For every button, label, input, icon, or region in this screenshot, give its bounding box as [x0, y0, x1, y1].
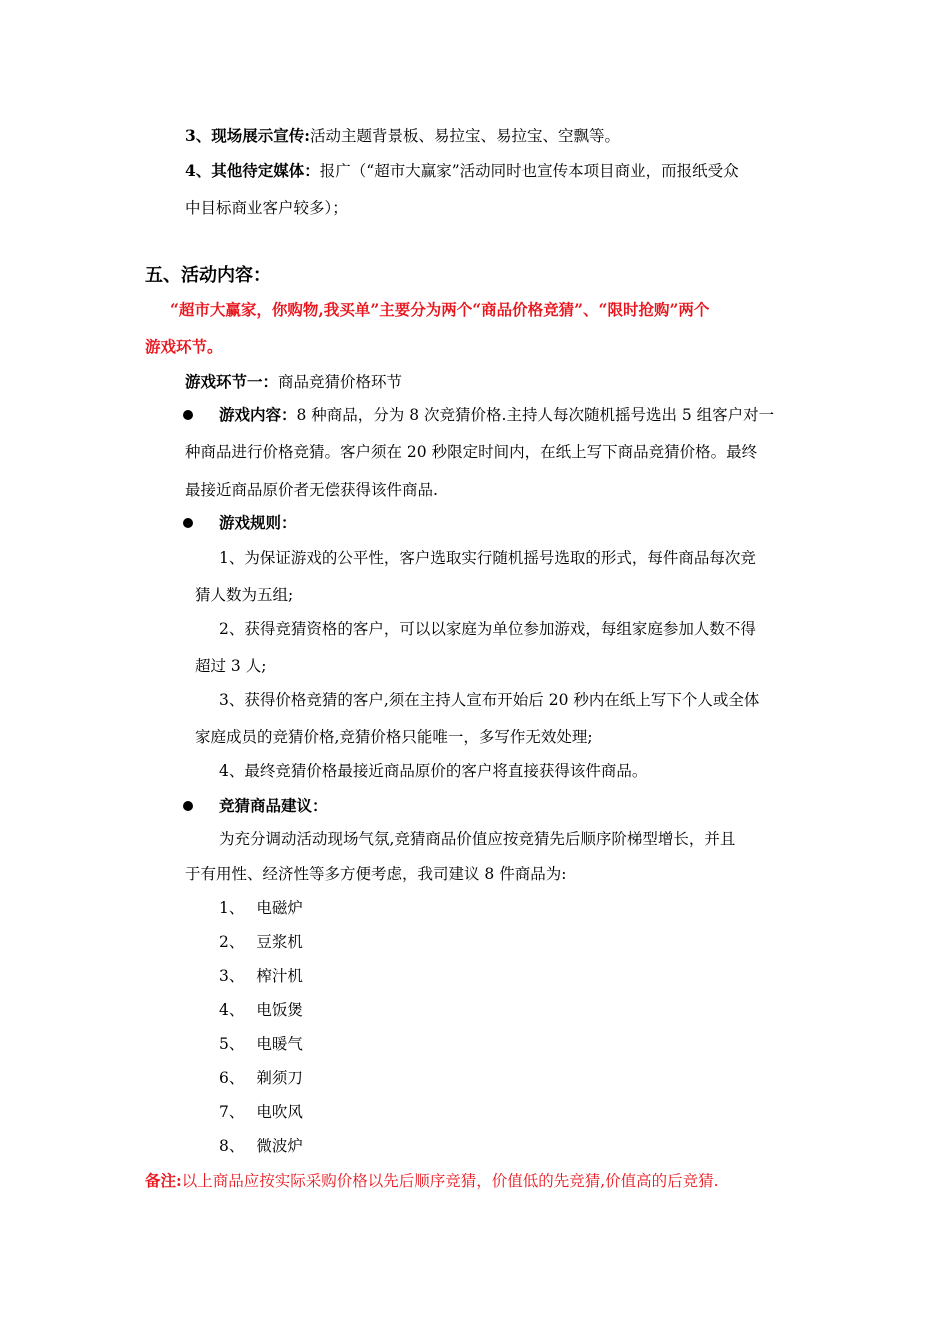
list-item-name: 电饭煲 — [256, 1001, 303, 1019]
game-heading — [185, 372, 402, 392]
list-item — [219, 932, 303, 952]
list-item-name: 剃须刀 — [256, 1069, 303, 1087]
game-rules-label: 游戏规则： — [219, 513, 297, 532]
media-item-3-text: 活动主题背景板、易拉宝、易拉宝、空飘等。 — [310, 127, 621, 145]
game-content-text: 8 种商品，分为 8 次竞猜价格.主持人每次随机摇号选出 5 组客户对一 — [296, 406, 775, 424]
bullet-icon — [183, 801, 193, 811]
media-item-4-text: 报广（“超市大赢家”活动同时也宣传本项目商业，而报纸受众 — [319, 162, 739, 180]
suggest-line-2: 于有用性、经济性等多方便考虑，我司建议 8 件商品为: — [185, 865, 567, 883]
rule-3-line-2: 家庭成员的竞猜价格,竞猜价格只能唯一，多写作无效处理; — [195, 728, 593, 746]
list-item-number: 8、 — [219, 1137, 245, 1155]
list-item — [219, 1102, 303, 1122]
list-item-name: 榨汁机 — [256, 967, 303, 985]
bullet-icon — [183, 410, 193, 420]
game-content-line-1 — [219, 405, 774, 425]
list-item — [219, 1000, 303, 1020]
list-item-number: 3、 — [219, 967, 245, 985]
list-item — [219, 898, 303, 918]
bullet-icon — [183, 518, 193, 528]
suggest-line-1: 为充分调动活动现场气氛,竞猜商品价值应按竞猜先后顺序阶梯型增长，并且 — [219, 830, 736, 848]
game-heading-text: 商品竞猜价格环节 — [278, 373, 403, 391]
media-item-3-label: 3、现场展示宣传: — [185, 126, 311, 145]
game-content-line-2: 种商品进行价格竞猜。客户须在 20 秒限定时间内，在纸上写下商品竞猜价格。最终 — [185, 443, 758, 461]
list-item — [219, 966, 303, 986]
note-text: 以上商品应按实际采购价格以先后顺序竞猜，价值低的先竞猜,价值高的后竞猜. — [181, 1172, 719, 1190]
rule-2-line-1: 2、获得竞猜资格的客户，可以以家庭为单位参加游戏，每组家庭参加人数不得 — [219, 620, 756, 638]
suggest-label: 竞猜商品建议： — [219, 796, 328, 815]
list-item-number: 6、 — [219, 1069, 245, 1087]
list-item-name: 豆浆机 — [256, 933, 303, 951]
list-item — [219, 1136, 303, 1156]
list-item — [219, 1034, 303, 1054]
section-title: 五、活动内容： — [145, 265, 271, 286]
rule-4: 4、最终竞猜价格最接近商品原价的客户将直接获得该件商品。 — [219, 762, 648, 780]
list-item-number: 4、 — [219, 1001, 245, 1019]
list-item — [219, 1068, 303, 1088]
game-content-line-3: 最接近商品原价者无偿获得该件商品. — [185, 481, 438, 499]
list-item-name: 微波炉 — [256, 1137, 303, 1155]
note-label: 备注: — [145, 1171, 182, 1190]
rule-1-line-2: 猜人数为五组; — [195, 586, 294, 604]
list-item-name: 电磁炉 — [256, 899, 303, 917]
game-heading-label: 游戏环节一： — [185, 372, 279, 391]
list-item-name: 电吹风 — [256, 1103, 303, 1121]
media-item-4-label: 4、其他待定媒体： — [185, 161, 320, 180]
game-content-label: 游戏内容： — [219, 405, 297, 424]
note — [145, 1171, 719, 1191]
list-item-name: 电暖气 — [256, 1035, 303, 1053]
section-intro-line-2: 游戏环节。 — [145, 337, 223, 356]
list-item-number: 2、 — [219, 933, 245, 951]
media-item-4-continuation: 中目标商业客户较多）； — [185, 199, 348, 217]
rule-2-line-2: 超过 3 人; — [195, 657, 267, 675]
list-item-number: 1、 — [219, 899, 245, 917]
media-item-4 — [185, 161, 739, 181]
rule-1-line-1: 1、为保证游戏的公平性，客户选取实行随机摇号选取的形式，每件商品每次竞 — [219, 549, 756, 567]
section-intro-line-1: “超市大赢家，你购物,我买单”主要分为两个“商品价格竞猜”、“限时抢购”两个 — [170, 300, 710, 319]
rule-3-line-1: 3、获得价格竞猜的客户,须在主持人宣布开始后 20 秒内在纸上写下个人或全体 — [219, 691, 760, 709]
list-item-number: 7、 — [219, 1103, 245, 1121]
media-item-3 — [185, 126, 620, 146]
list-item-number: 5、 — [219, 1035, 245, 1053]
